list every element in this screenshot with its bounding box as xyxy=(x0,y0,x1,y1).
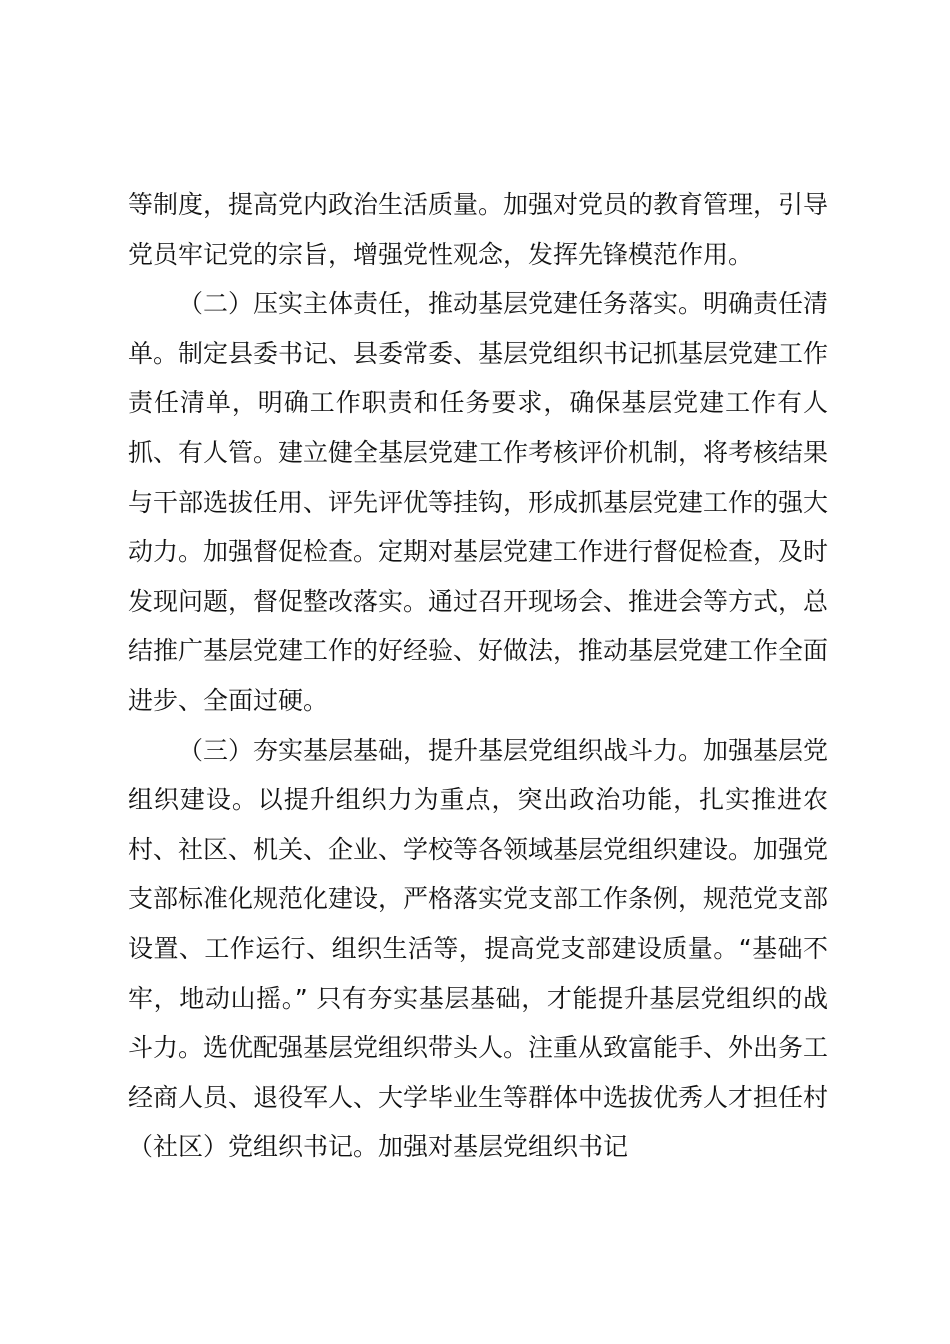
paragraph-section-three: （三）夯实基层基础，提升基层党组织战斗力。加强基层党组织建设。以提升组织力为重点，突出政治功能，扎实推进农村、社区、机关、企业、学校等各领域基层党组织建设。加强党支部标准化规范化建设，严格落实党支部工作条例，规范党支部设置、工作运行、组织生活等，提高党支部建设质量。“基础不牢，地动山摇。” 只有夯实基层基础，才能提升基层党组织的战斗力。选优配强基层党组织带头人。注重从致富能手、外出务工经商人员、退役军人、大学毕业生等群体中选拔优秀人才担任村（社区）党组织书记。加强对基层党组织书记 xyxy=(128,735,829,1162)
paragraph-continued: 等制度，提高党内政治生活质量。加强对党员的教育管理，引导党员牢记党的宗旨，增强党性观念，发挥先锋模范作用。 xyxy=(128,190,829,269)
body-text xyxy=(128,180,828,1172)
paragraph-section-two: （二）压实主体责任，推动基层党建任务落实。明确责任清单。制定县委书记、县委常委、基层党组织书记抓基层党建工作责任清单，明确工作职责和任务要求，确保基层党建工作有人抓、有人管。建立健全基层党建工作考核评价机制，将考核结果与干部选拔任用、评先评优等挂钩，形成抓基层党建工作的强大动力。加强督促检查。定期对基层党建工作进行督促检查，及时发现问题，督促整改落实。通过召开现场会、推进会等方式，总结推广基层党建工作的好经验、好做法，推动基层党建工作全面进步、全面过硬。 xyxy=(128,289,829,715)
